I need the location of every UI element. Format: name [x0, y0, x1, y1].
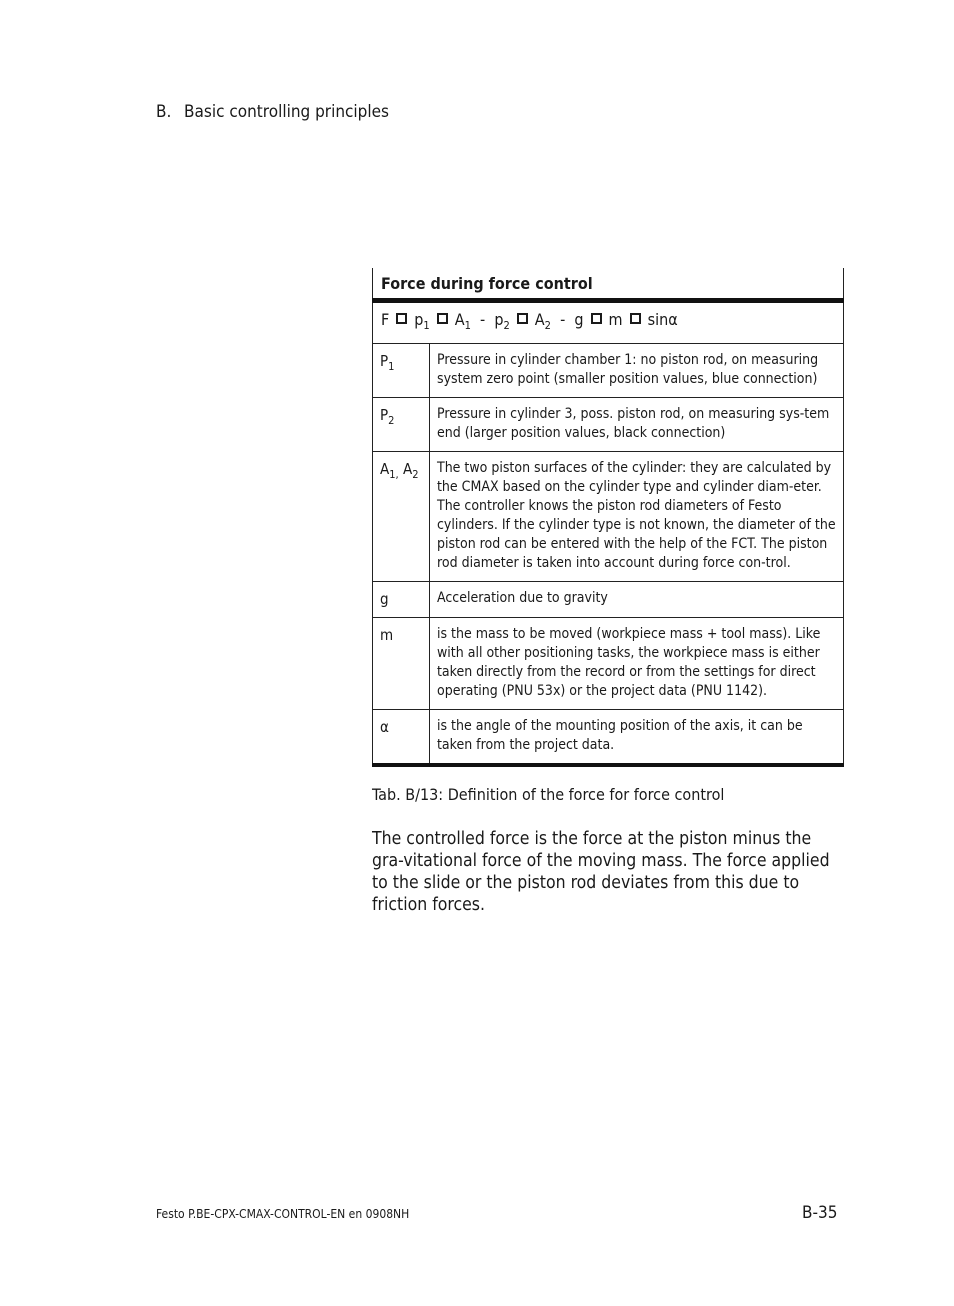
description-cell: Acceleration due to gravity: [430, 582, 844, 618]
multiply-icon: [437, 313, 448, 324]
section-number: B.: [156, 102, 172, 122]
table-row: [373, 582, 844, 618]
page-number: B-35: [802, 1203, 838, 1223]
symbol-cell: $A_{1,}$ $A_2$: [373, 452, 430, 582]
section-title: Basic controlling principles: [184, 102, 390, 122]
section-header: [156, 102, 389, 122]
table-row: [373, 398, 844, 452]
table-title: Force during force control: [373, 268, 844, 301]
symbol-cell: m: [373, 618, 430, 710]
multiply-icon: [591, 313, 602, 324]
description-cell: The two piston surfaces of the cylinder: they are calculated by the CMAX based on the cylinder type and cylinder diam-eter. The controller knows the piston rod diameters of Festo cylinders. If the cylinder type is not known, the diameter of the piston rod can be entered with the help of the FCT. The piston rod diameter is taken into account during force con-trol.: [430, 452, 844, 582]
symbol-cell: $P_2$: [373, 398, 430, 452]
description-cell: is the mass to be moved (workpiece mass + tool mass). Like with all other positioning tasks, the workpiece mass is either taken directly from the record or from the settings for direct operating (PNU 53x) or the project data (PNU 1142).: [430, 618, 844, 710]
symbol-cell: α: [373, 710, 430, 766]
force-formula: F $p_1$ $A_1 - p_2$ $A_2$ - g m sinα: [373, 301, 844, 344]
description-cell: Pressure in cylinder chamber 1: no piston rod, on measuring system zero point (smaller position values, blue connection): [430, 344, 844, 398]
table-row: [373, 710, 844, 766]
table-row: [373, 618, 844, 710]
table-caption: Tab. B/13: Definition of the force for force control: [372, 785, 725, 804]
force-definition-table: [372, 268, 844, 767]
table-row: [373, 344, 844, 398]
multiply-icon: [396, 313, 407, 324]
multiply-icon: [517, 313, 528, 324]
table-row: [373, 452, 844, 582]
symbol-cell: $P_1$: [373, 344, 430, 398]
description-cell: is the angle of the mounting position of the axis, it can be taken from the project data.: [430, 710, 844, 766]
symbol-cell: g: [373, 582, 430, 618]
description-cell: Pressure in cylinder 3, poss. piston rod, on measuring sys-tem end (larger position values, black connection): [430, 398, 844, 452]
multiply-icon: [630, 313, 641, 324]
footer-document-id: Festo P.BE-CPX-CMAX-CONTROL-EN en 0908NH: [156, 1207, 410, 1221]
body-paragraph: The controlled force is the force at the piston minus the gra-vitational force of the moving mass. The force applied to the slide or the piston rod deviates from this due to friction forces.: [372, 829, 830, 915]
